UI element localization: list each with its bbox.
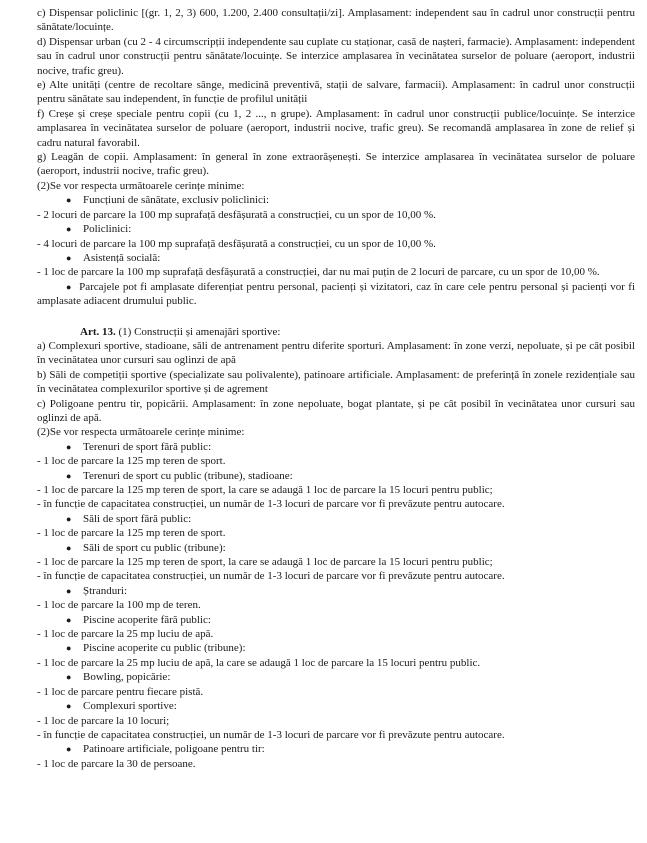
bullet-icon: ● (66, 252, 72, 263)
article-title: (1) Construcții și amenajări sportive: (115, 325, 281, 338)
list-item-bullet: ● Parcajele pot fi amplasate diferențiat pentru personal, pacienți și vizitatori, caz în care cele pentru personal și pacienți vor fi amplasate adiacent drumului public. (37, 280, 636, 308)
paragraph-g-leagan: g) Leagăn de copii. Amplasament: în general în zone extraorășenești. Se interzice amplasarea în vecinătatea surselor de poluare (aeroport, industrii nocive, trafic greu). (37, 151, 635, 178)
list-item-rule: - 1 loc de parcare la 125 mp teren de sport. (37, 527, 226, 540)
bullet-icon: ● (66, 224, 72, 235)
paragraph-a-complexuri: a) Complexuri sportive, stadioane, săli de antrenament pentru diferite sporturi. Amplasament: în zone verzi, nepoluate, și pe cât posibil în vecinătatea unor cursuri sau oglinzi de apă (37, 339, 635, 367)
requirements-list-1 (37, 193, 635, 308)
paragraph-c-dispensar-policlinic: c) Dispensar policlinic [(gr. 1, 2, 3) 600, 1.200, 2.400 consultații/zi]. Amplasament: independent sau în cadrul unor construcții pentru sănătate/locuințe. (37, 7, 635, 34)
list-item-rule: - 1 loc de parcare pentru fiecare pistă. (37, 685, 204, 698)
list-item-rule: - 1 loc de parcare la 25 mp luciu de apă, la care se adaugă 1 loc de parcare la 15 locuri pentru public. (37, 656, 481, 669)
requirements-intro: (2)Se vor respecta următoarele cerințe minime: (37, 426, 245, 439)
list-item-rule: - 1 loc de parcare la 125 mp teren de sport, la care se adaugă 1 loc de parcare la 15 locuri pentru public; (37, 484, 493, 496)
paragraph-b-sali-competitii: b) Săli de competiții sportive (specializate sau polivalente), patinoare artificiale. Amplasament: de preferință în zonele rezidențiale sau în vecinătatea complexurilor sportive și de agrement (37, 368, 635, 396)
list-item-bullet: ● Complexuri sportive: (66, 700, 177, 713)
requirements-list-2 (37, 440, 635, 771)
list-item-rule: - 1 loc de parcare la 100 mp suprafață desfășurată a construcției, dar nu mai puțin de 2 locuri de parcare, cu un spor de 10,00 %. (37, 266, 600, 279)
list-item-bullet: ● Terenuri de sport fără public: (66, 440, 212, 453)
paragraph-f-crese: f) Creșe și creșe speciale pentru copii (cu 1, 2 ..., n grupe). Amplasament: în cadrul unor construcții publice/locuințe. Se interzice amplasarea în vecinătatea surselor de poluare (aeroport, industrii nocive, trafic greu). Se recomandă amplasarea în zone de relief și cadru natural favorabil. (37, 107, 635, 149)
list-item-rule: - în funcție de capacitatea construcției, un număr de 1-3 locuri de parcare vor fi prevăzute pentru autocare. (37, 498, 505, 511)
list-item-bullet: ● Piscine acoperite fără public: (66, 613, 211, 626)
requirements-intro: (2)Se vor respecta următoarele cerințe minime: (37, 179, 245, 192)
list-item-bullet: ● Terenuri de sport cu public (tribune), stadioane: (66, 469, 293, 482)
list-item-rule: - 1 loc de parcare la 10 locuri; (37, 714, 170, 727)
paragraph-c-poligoane: c) Poligoane pentru tir, popicării. Amplasament: în zone nepoluate, bogat plantate, și pe cât posibil în vecinătatea unor cursuri sau oglinzi de apă. (37, 397, 635, 424)
list-item-bullet: ● Săli de sport cu public (tribune): (66, 541, 226, 554)
article-13-heading (37, 325, 635, 339)
bullet-icon: ● (66, 513, 72, 524)
list-item-bullet: ● Policlinici: (66, 223, 132, 236)
list-item-bullet: ● Funcțiuni de sănătate, exclusiv policlinici: (66, 194, 270, 207)
article-number: Art. 13. (80, 325, 116, 338)
list-item-rule: - 1 loc de parcare la 100 mp de teren. (37, 599, 201, 612)
section-gap (37, 309, 635, 325)
bullet-icon: ● (66, 281, 73, 292)
list-item-bullet: ● Ștranduri: (66, 584, 127, 597)
list-item-rule: - 1 loc de parcare la 25 mp luciu de apă. (37, 628, 214, 641)
list-item-rule: - 1 loc de parcare la 30 de persoane. (37, 757, 196, 770)
bullet-icon: ● (66, 542, 72, 553)
list-item-rule: - 1 loc de parcare la 125 mp teren de sport. (37, 455, 226, 468)
list-item-bullet: ● Bowling, popicărie: (66, 671, 171, 684)
bullet-icon: ● (66, 701, 72, 712)
bullet-icon: ● (66, 614, 72, 625)
bullet-icon: ● (66, 195, 72, 206)
bullet-icon: ● (66, 585, 72, 596)
bullet-icon: ● (66, 441, 72, 452)
paragraph-d-dispensar-urban: d) Dispensar urban (cu 2 - 4 circumscripții independente sau cuplate cu staționar, casă de nașteri, farmacie). Amplasament: independent sau în cadrul unor construcții pentru sănătate/locuințe. Se interzice amplasarea în vecinătatea surselor de poluare (aeroport, industrii nocive, trafic greu). (37, 35, 635, 77)
paragraph-e-alte-unitati: e) Alte unități (centre de recoltare sânge, medicină preventivă, stații de salvare, farmacii). Amplasament: în cadrul unor construcții pentru sănătate sau independent, în funcție de profilul unității (37, 79, 635, 106)
bullet-icon: ● (66, 744, 72, 755)
list-item-rule: - în funcție de capacitatea construcției, un număr de 1-3 locuri de parcare vor fi prevăzute pentru autocare. (37, 728, 505, 741)
list-item-bullet: ● Asistență socială: (66, 251, 161, 264)
list-item-rule: - 1 loc de parcare la 125 mp teren de sport, la care se adaugă 1 loc de parcare la 15 locuri pentru public; (37, 556, 493, 569)
list-item-bullet: ● Patinoare artificiale, poligoane pentru tir: (66, 743, 265, 756)
list-item-rule: - în funcție de capacitatea construcției, un număr de 1-3 locuri de parcare vor fi prevăzute pentru autocare. (37, 570, 505, 583)
list-item-rule: - 4 locuri de parcare la 100 mp suprafață desfășurată a construcției, cu un spor de 10,00 %. (37, 237, 436, 250)
bullet-icon: ● (66, 470, 72, 481)
list-item-rule: - 2 locuri de parcare la 100 mp suprafață desfășurată a construcției, cu un spor de 10,00 %. (37, 208, 436, 221)
list-item-bullet: ● Săli de sport fără public: (66, 512, 192, 525)
list-item-bullet: ● Piscine acoperite cu public (tribune): (66, 642, 246, 655)
bullet-icon: ● (66, 643, 72, 654)
bullet-icon: ● (66, 672, 72, 683)
